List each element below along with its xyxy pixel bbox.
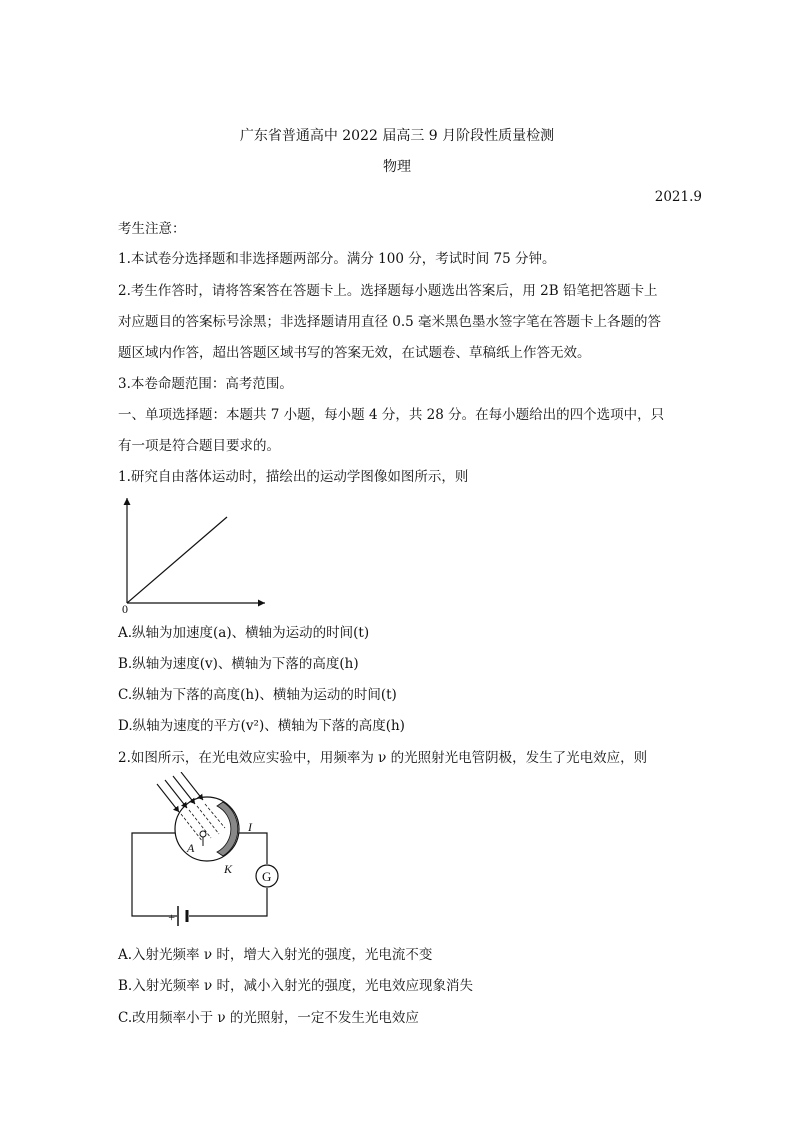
exam-subject: 物理 — [383, 159, 411, 175]
exam-date: 2021.9 — [654, 189, 702, 205]
note-item-2-line-2: 对应题目的答案标号涂黑；非选择题请用直径 0.5 毫米黑色墨水签字笔在答题卡上各题的答 — [118, 314, 662, 330]
exam-title: 广东省普通高中 2022 届高三 9 月阶段性质量检测 — [239, 128, 555, 144]
note-item-2-line-1: 2.考生作答时，请将答案答在答题卡上。选择题每小题选出答案后，用 2B 铅笔把答题卡上 — [118, 283, 658, 299]
q2-stem: 2.如图所示，在光电效应实验中，用频率为 ν 的光照射光电管阴极，发生了光电效应，则 — [118, 750, 648, 766]
q1-option-a: A.纵轴为加速度(a)、横轴为运动的时间(t) — [118, 625, 370, 641]
q2-circuit-diagram — [125, 772, 285, 932]
q2-option-c: C.改用频率小于 ν 的光照射，一定不发生光电效应 — [118, 1010, 419, 1026]
cathode-k — [217, 802, 238, 856]
q2-option-a: A.入射光频率 ν 时，增大入射光的强度，光电流不变 — [118, 947, 433, 963]
section-heading-line-2: 有一项是符合题目要求的。 — [118, 438, 280, 454]
battery-icon — [178, 906, 187, 926]
q1-option-d: D.纵轴为速度的平方(v²)、横轴为下落的高度(h) — [118, 718, 405, 734]
q1-stem: 1.研究自由落体运动时，描绘出的运动学图像如图所示，则 — [118, 469, 469, 485]
section-heading-line-1: 一、单项选择题：本题共 7 小题，每小题 4 分，共 28 分。在每小题给出的四个选项中，只 — [118, 407, 665, 423]
anode-label: A — [187, 841, 195, 855]
note-item-2-line-3: 题区域内作答，超出答题区域书写的答案无效，在试题卷、草稿纸上作答无效。 — [118, 345, 591, 361]
galvanometer-label: G — [262, 869, 272, 884]
battery-minus-label: − — [192, 909, 199, 923]
cathode-label: K — [224, 862, 233, 876]
current-label: I — [248, 820, 252, 834]
note-item-3: 3.本卷命题范围：高考范围。 — [118, 376, 293, 392]
note-item-1: 1.本试卷分选择题和非选择题两部分。满分 100 分，考试时间 75 分钟。 — [118, 251, 556, 267]
q1-option-c: C.纵轴为下落的高度(h)、横轴为运动的时间(t) — [118, 687, 397, 703]
q1-graph — [115, 490, 275, 615]
q1-data-line — [127, 517, 227, 603]
phototube — [175, 797, 239, 861]
q1-option-b: B.纵轴为速度(v)、横轴为下落的高度(h) — [118, 656, 359, 672]
light-rays-icon — [157, 772, 203, 812]
anode-a — [200, 831, 206, 837]
battery-plus-label: + — [168, 910, 175, 924]
q2-option-b: B.入射光频率 ν 时，减小入射光的强度，光电效应现象消失 — [118, 978, 474, 994]
notes-heading: 考生注意： — [118, 221, 186, 237]
q1-origin-label: 0 — [122, 602, 128, 615]
